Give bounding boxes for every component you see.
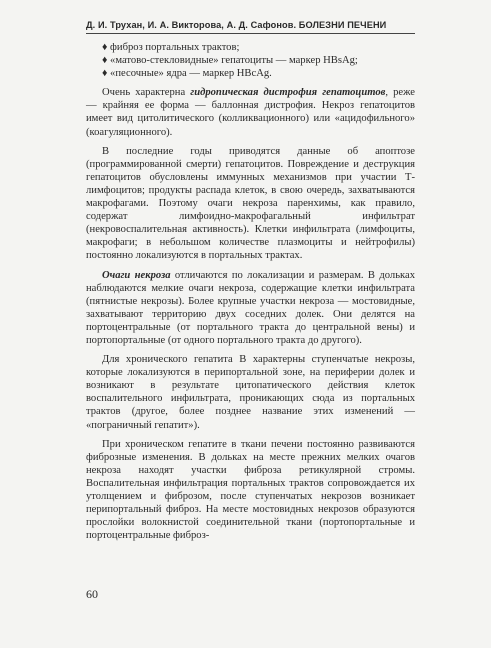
paragraph-rest: отличаются по локализации и размерам. В дольках наблюдаются мелкие очаги некроза, содержащие клетки инфильтрата (пятнистые некрозы). Более крупные участки некроза — мостовидные, захватывают территорию двух соседних долек. Они делятся на портоцентральные (от портального тракта до центральной вены) и портопортальные (от одного портального тракта до другого). (86, 269, 416, 346)
body-text (86, 41, 415, 548)
header-rule (86, 33, 415, 34)
running-head: Д. И. Трухан, И. А. Викторова, А. Д. Сафонов. БОЛЕЗНИ ПЕЧЕНИ (86, 20, 387, 30)
paragraph-necrosis-foci (86, 269, 415, 348)
paragraph-hepatitis-b: Для хронического гепатита В характерны ступенчатые некрозы, которые локализуются в перипортальной зоне, на периферии долек и возникают в результате цитопатического действия клеток воспалительного инфильтрата, проникающих сюда из портальных трактов (другое, более позднее название этих изменений — «пограничный гепатит»). (86, 354, 415, 431)
paragraph-apoptosis: В последние годы приводятся данные об апоптозе (программированной смерти) гепатоцитов. Повреждение и деструкция гепатоцитов обусловлены иммунных механизмов при участии Т-лимфоцитов; продукты распада клеток, в свою очередь, захватываются макрофагами. Поэтому очаги некроза паренхимы, как правило, содержат лимфоидно-макрофагальный инфильтрат (некровоспалительная активность). Клетки инфильтрата (лимфоциты, макрофаги; в небольшом количестве плазмоциты и нейтрофилы) постоянно локализуются в портальных трактах. (86, 145, 415, 262)
page-number: 60 (86, 587, 98, 601)
emphasis-term: гидропическая дистрофия гепатоцитов (190, 87, 386, 99)
paragraph-lead: Очень характерна (102, 87, 191, 99)
paragraph-rest: , реже — крайняя ее форма — баллонная дистрофия. Некроз гепатоцитов имеет вид цитолитического (колликвационного) или «ацидофильного» (коагуляционного). (86, 87, 415, 138)
paragraph-hydropic (86, 86, 415, 138)
bullet-item: ♦ «песочные» ядра — маркер HBcAg. (102, 68, 272, 80)
paragraph-fibrosis: При хроническом гепатите в ткани печени постоянно развиваются фиброзные изменения. В дольках на месте прежних мелких очагов некроза находят участки фиброза ретикулярной стромы. Воспалительная инфильтрация портальных трактов сопровождается их утолщением и фиброзом, после ступенчатых некрозов возникает перипортальный фиброз. На месте мостовидных некрозов образуются прослойки волокнистой соединительной ткани (портопортальные и портоцентральные фиброз- (86, 438, 415, 542)
bullet-item: ♦ «матово-стекловидные» гепатоциты — маркер HBsAg; (102, 55, 358, 67)
bullet-item: ♦ фиброз портальных трактов; (102, 42, 240, 53)
emphasis-term: Очаги некроза (102, 269, 171, 281)
